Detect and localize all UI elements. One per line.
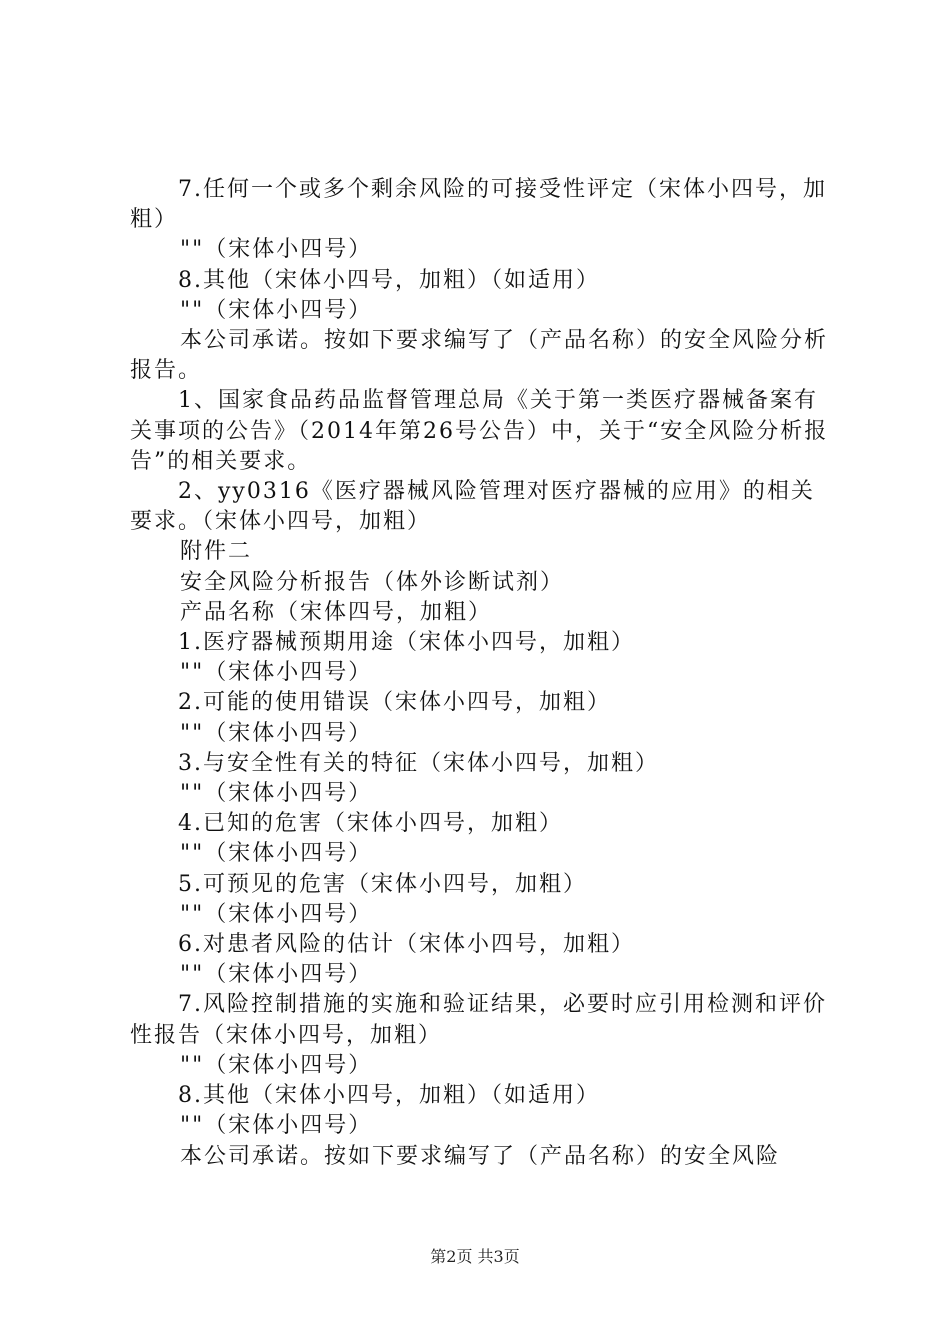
- paragraph-requirement-1: 1、国家食品药品监督管理总局《关于第一类医疗器械备案有关事项的公告》（2014年第26号公告）中，关于“安全风险分析报告”的相关要求。: [130, 388, 829, 474]
- paragraph-placeholder: ""（宋体小四号）: [180, 720, 373, 746]
- paragraph-placeholder: ""（宋体小四号）: [180, 237, 373, 263]
- paragraph-report-title: 安全风险分析报告（体外诊断试剂）: [180, 569, 565, 595]
- paragraph-item4-heading: 4.已知的危害（宋体小四号，加粗）: [178, 811, 563, 837]
- page-footer: 第2页 共3页: [430, 1247, 520, 1266]
- paragraph-commitment: 本公司承诺。按如下要求编写了（产品名称）的安全风险: [180, 1143, 781, 1169]
- paragraph-item2-heading: 2.可能的使用错误（宋体小四号，加粗）: [178, 690, 611, 716]
- paragraph-placeholder: ""（宋体小四号）: [180, 781, 373, 807]
- paragraph-item3-heading: 3.与安全性有关的特征（宋体小四号，加粗）: [178, 750, 659, 776]
- paragraph-placeholder: ""（宋体小四号）: [180, 1113, 373, 1139]
- paragraph-placeholder: ""（宋体小四号）: [180, 297, 373, 323]
- paragraph-product-name: 产品名称（宋体四号，加粗）: [180, 599, 493, 625]
- paragraph-item6-heading: 6.对患者风险的估计（宋体小四号，加粗）: [178, 932, 635, 958]
- paragraph-requirement-2: 2、yy0316《医疗器械风险管理对医疗器械的应用》的相关要求。（宋体小四号，加粗）: [130, 479, 815, 535]
- paragraph-item5-heading: 5.可预见的危害（宋体小四号，加粗）: [178, 871, 587, 897]
- paragraph-item1-heading: 1.医疗器械预期用途（宋体小四号，加粗）: [178, 630, 635, 656]
- paragraph-item8-heading: 8.其他（宋体小四号，加粗）（如适用）: [178, 267, 600, 293]
- paragraph-placeholder: ""（宋体小四号）: [180, 841, 373, 867]
- paragraph-appendix-title: 附件二: [180, 539, 253, 565]
- paragraph-commitment: 本公司承诺。按如下要求编写了（产品名称）的安全风险分析报告。: [130, 328, 829, 384]
- paragraph-item7-heading: 7.任何一个或多个剩余风险的可接受性评定（宋体小四号，加粗）: [130, 177, 827, 233]
- paragraph-placeholder: ""（宋体小四号）: [180, 660, 373, 686]
- paragraph-item7-heading: 7.风险控制措施的实施和验证结果，必要时应引用检测和评价性报告（宋体小四号，加粗）: [130, 992, 827, 1048]
- paragraph-item8-heading: 8.其他（宋体小四号，加粗）（如适用）: [178, 1083, 600, 1109]
- document-body: [130, 175, 835, 1172]
- paragraph-placeholder: ""（宋体小四号）: [180, 962, 373, 988]
- paragraph-placeholder: ""（宋体小四号）: [180, 1052, 373, 1078]
- paragraph-placeholder: ""（宋体小四号）: [180, 901, 373, 927]
